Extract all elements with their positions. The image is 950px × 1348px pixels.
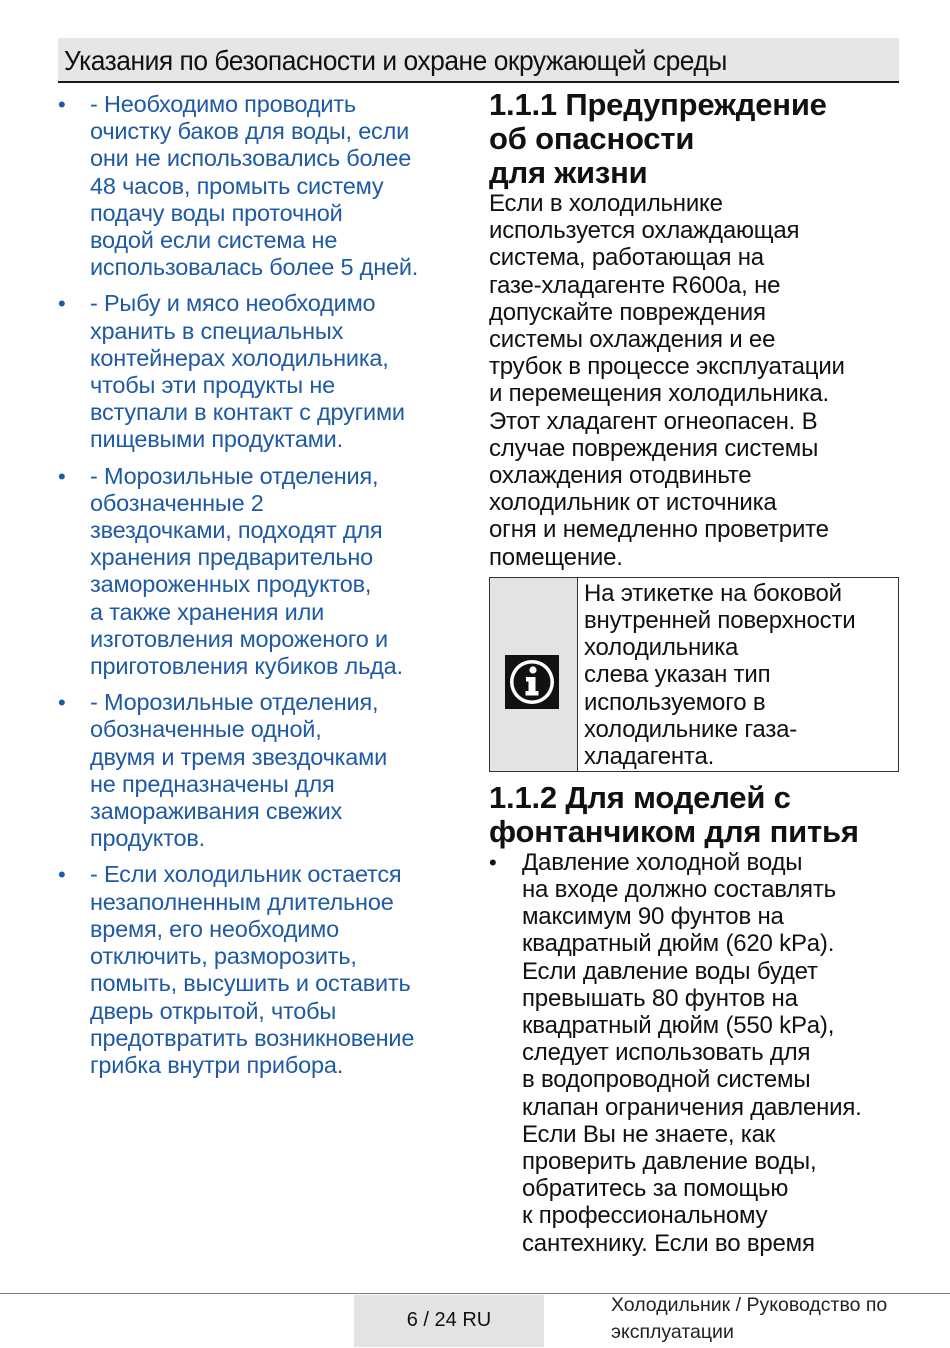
info-note-box [489,577,899,772]
section-heading-life-hazard: 1.1.1 Предупреждение об опасности для жизни [489,87,827,190]
bullet-icon: • [489,849,497,875]
page-header [58,38,899,83]
list-item [58,861,460,1079]
section-heading-water-dispenser: 1.1.2 Для моделей с фонтанчиком для питья [489,779,859,849]
bullet-icon: • [58,463,66,489]
page-number: 6 / 24 RU [406,1309,492,1331]
footer-document-title: Холодильник / Руководство по эксплуатации [611,1294,888,1343]
info-icon [504,654,560,710]
page-title: Указания по безопасности и охране окружающей среды [64,45,727,76]
section-body-life-hazard: Если в холодильнике используется охлаждающая система, работающая на газе-хладагенте R600a, не допускайте повреждения системы охлаждения и ее трубок в процессе эксплуатации и перемещения холодильника. Этот хладагент огнеопасен. В случае повреждения системы охлаждения отодвиньте холодильник от источника огня и немедленно проветрите помещение. [489,190,845,571]
footer-page-box [354,1295,544,1347]
right-column [489,88,901,1257]
info-box-icon-panel [490,578,578,771]
list-item [58,689,460,852]
list-item [58,463,460,681]
bullet-icon: • [58,690,66,716]
list-item [58,91,460,281]
bullet-icon: • [58,862,66,888]
info-note-text: На этикетке на боковой внутренней поверхности холодильника слева указан тип используемого в холодильнике газа- хладагента. [584,579,856,771]
list-item-text: - Морозильные отделения, обозначенные одной, двумя и тремя звездочками не предназначены для замораживания свежих продуктов. [90,689,388,852]
list-item-text: - Рыбу и мясо необходимо хранить в специальных контейнерах холодильника, чтобы эти продукты не вступали в контакт с другими пищевыми продуктами. [90,290,405,453]
list-item-text: - Морозильные отделения, обозначенные 2 звездочками, подходят для хранения предварительно замороженных продуктов, а также хранения или изготовления мороженого и приготовления кубиков льда. [90,462,403,680]
bullet-icon: • [58,92,66,117]
list-item-text: - Необходимо проводить очистку баков для воды, если они не использовались более 48 часов, промыть систему подачу воды проточной водой если система не использовалась более 5 дней. [90,91,419,281]
list-item [58,290,460,453]
list-item-text: Давление холодной воды на входе должно составлять максимум 90 фунтов на квадратный дюйм (620 kPa). Если давление воды будет превышать 80 фунтов на квадратный дюйм (550 kPa), следует использовать для в водопроводной системы клапан ограничения давления. Если Вы не знаете, как проверить давление воды, обратитесь за помощью к профессиональному сантехнику. Если во время [522,848,862,1257]
list-item-text: - Если холодильник остается незаполненным длительное время, его необходимо отключить, разморозить, помыть, высушить и оставить дверь открытой, чтобы предотвратить возникновение грибка внутри прибора. [90,861,415,1078]
bullet-icon: • [58,291,66,317]
list-item [489,849,901,1257]
left-column [58,91,460,1088]
